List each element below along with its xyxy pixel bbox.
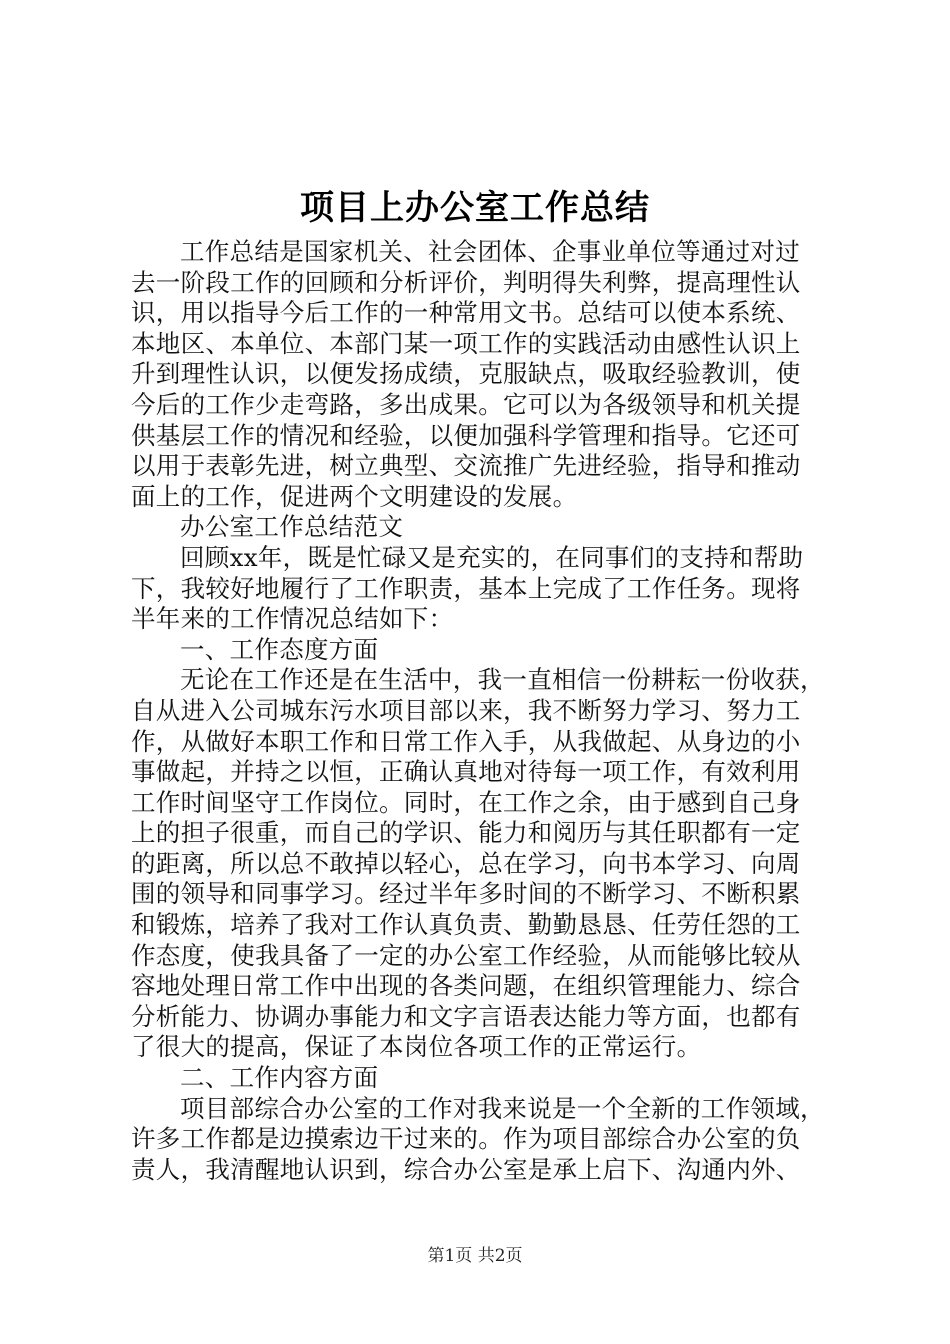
review-paragraph: 回顾xx年，既是忙碌又是充实的，在同事们的支持和帮助 下，我较好地履行了工作职责，基本上完成了工作任务。现将 半年来的工作情况总结如下： bbox=[131, 542, 804, 634]
page-number-footer: 第1页 共2页 bbox=[427, 1246, 523, 1266]
intro-paragraph: 工作总结是国家机关、社会团体、企事业单位等通过对过 去一阶段工作的回顾和分析评价，判明得失利弊，提高理性认 识，用以指导今后工作的一种常用文书。总结可以使本系统、 本地区、本单位、本部门某一项工作的实践活动由感性认识上 升到理性认识，以便发扬成绩，克服缺点，吸取经验教训，使 今后的工作少走弯路，多出成果。它可以为各级领导和机关提 供基层工作的情况和经验，以便加强科学管理和指导。它还可 以用于表彰先进，树立典型、交流推广先进经验，指导和推动 面上的工作，促进两个文明建设的发展。 bbox=[131, 237, 801, 511]
content-paragraph: 项目部综合办公室的工作对我来说是一个全新的工作领域， 许多工作都是边摸索边干过来的。作为项目部综合办公室的负 责人，我清醒地认识到，综合办公室是承上启下、沟通内外、 bbox=[131, 1093, 825, 1184]
section-heading-content: 二、工作内容方面 bbox=[180, 1063, 379, 1093]
document-title: 项目上办公室工作总结 bbox=[300, 188, 650, 228]
section-heading-attitude: 一、工作态度方面 bbox=[180, 634, 379, 664]
section-heading-sample: 办公室工作总结范文 bbox=[180, 512, 404, 542]
attitude-paragraph: 无论在工作还是在生活中，我一直相信一份耕耘一份收获， 自从进入公司城东污水项目部以来，我不断努力学习、努力工 作，从做好本职工作和日常工作入手，从我做起、从身边的小 事做起，并持之以恒，正确认真地对待每一项工作，有效利用 工作时间坚守工作岗位。同时，在工作之余，由于感到自己身 上的担子很重，而自己的学识、能力和阅历与其任职都有一定 的距离，所以总不敢掉以轻心，总在学习，向书本学习、向周 围的领导和同事学习。经过半年多时间的不断学习、不断积累 和锻炼，培养了我对工作认真负责、勤勤恳恳、任劳任怨的工 作态度，使我具备了一定的办公室工作经验，从而能够比较从 容地处理日常工作中出现的各类问题，在组织管理能力、综合 分析能力、协调办事能力和文字言语表达能力等方面，也都有 了很大的提高，保证了本岗位各项工作的正常运行。 bbox=[131, 665, 825, 1062]
document-body bbox=[131, 237, 831, 1185]
